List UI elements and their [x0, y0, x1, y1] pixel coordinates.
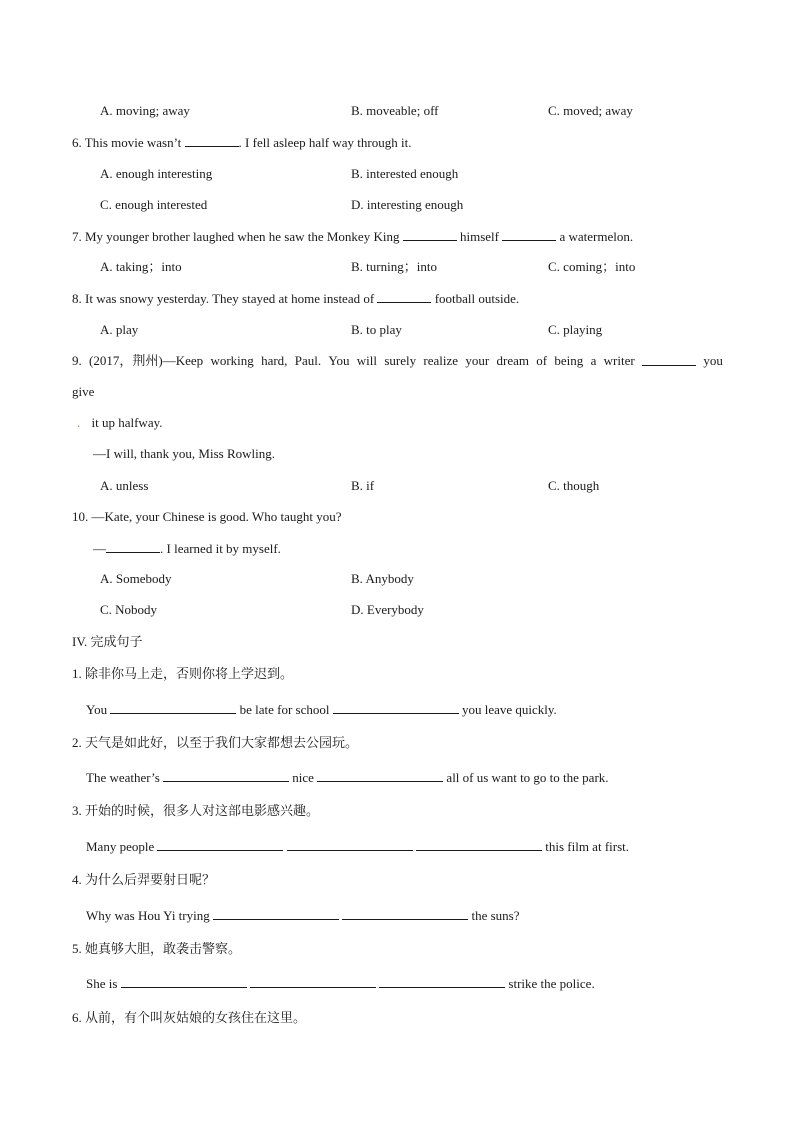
iv-item-4-sentence [86, 907, 520, 924]
q8-blank [377, 290, 431, 303]
q6-option-d: D. interesting enough [351, 197, 464, 212]
iv-blank [317, 769, 443, 782]
iv-item-6-prompt [72, 1010, 306, 1027]
iv-item-chinese: 她真够大胆，敢袭击警察。 [85, 942, 242, 957]
q7-text-3: a watermelon. [559, 229, 634, 244]
q9-word: will [356, 353, 378, 368]
q7-stem [72, 228, 633, 245]
q6-text-after: . I fell asleep half way through it. [238, 135, 412, 150]
iv-text: be late for school [239, 702, 330, 717]
q6-option-b: B. interested enough [351, 166, 459, 181]
iv-item-number: 2. [72, 735, 82, 750]
q9-word: hard, [261, 353, 288, 368]
q9-text: it up halfway. [91, 415, 163, 430]
q9-option-c: C. though [548, 478, 600, 493]
q10-option-b: B. Anybody [351, 571, 414, 586]
q10-option-a: A. Somebody [100, 571, 172, 586]
q10-reply-dash: — [93, 541, 106, 556]
q7-option-c: C. coming；into [548, 259, 636, 274]
q6-stem [72, 134, 411, 151]
q9-word: being [554, 353, 584, 368]
iv-text: Many people [86, 839, 155, 854]
q9-word: 9. [72, 353, 82, 368]
q8-text-before: 8. It was snowy yesterday. They stayed at home instead of [72, 291, 375, 306]
iv-item-number: 4. [72, 872, 82, 887]
iv-blank [110, 701, 236, 714]
q8-stem [72, 290, 519, 307]
iv-text: you leave quickly. [461, 702, 557, 717]
iv-text: You [86, 702, 108, 717]
iv-item-3-sentence [86, 838, 629, 855]
q9-word: You [328, 353, 350, 368]
q10-option-c: C. Nobody [100, 602, 158, 617]
iv-blank [379, 975, 505, 988]
iv-item-number: 5. [72, 941, 82, 956]
iv-blank [342, 907, 468, 920]
iv-item-chinese: 为什么后羿要射日呢？ [85, 873, 216, 888]
q6-option-c: C. enough interested [100, 197, 208, 212]
iv-text: She is [86, 976, 118, 991]
section-iv-heading: 完成句子 [90, 635, 143, 650]
q9-option-a: A. unless [100, 478, 149, 493]
iv-item-3-prompt [72, 803, 319, 820]
q9-stem-line1 [72, 353, 723, 369]
iv-item-chinese: 除非你马上走，否则你将上学迟到。 [85, 667, 294, 682]
iv-blank [416, 838, 542, 851]
iv-item-5-sentence [86, 975, 595, 992]
q7-blank-2 [502, 228, 556, 241]
iv-item-1-sentence [86, 701, 557, 718]
iv-item-2-sentence [86, 769, 609, 786]
q8-option-a: A. play [100, 322, 139, 337]
iv-item-chinese: 开始的时候，很多人对这部电影感兴趣。 [85, 804, 320, 819]
iv-blank [121, 975, 247, 988]
q9-word: Paul. [294, 353, 322, 368]
iv-item-5-prompt [72, 941, 241, 958]
iv-item-chinese: 从前，有个叫灰姑娘的女孩住在这里。 [85, 1011, 307, 1026]
section-iv-title [72, 634, 143, 651]
iv-text: this film at first. [545, 839, 630, 854]
iv-blank [287, 838, 413, 851]
q7-option-b: B. turning；into [351, 259, 437, 274]
q9-word: realize [423, 353, 459, 368]
iv-item-1-prompt [72, 666, 293, 683]
q10-reply [93, 540, 281, 557]
q9-word: (2017，荆州)—Keep [89, 353, 204, 368]
q9-word: of [536, 353, 548, 368]
q9-blank [642, 353, 696, 366]
iv-text: Why was Hou Yi trying [86, 908, 210, 923]
iv-item-4-prompt [72, 872, 215, 889]
iv-item-chinese: 天气是如此好，以至于我们大家都想去公园玩。 [85, 736, 359, 751]
q7-blank-1 [403, 228, 457, 241]
q7-text-2: himself [459, 229, 499, 244]
iv-text: all of us want to go to the park. [446, 770, 609, 785]
iv-item-number: 3. [72, 803, 82, 818]
iv-item-2-prompt [72, 735, 358, 752]
iv-blank [163, 769, 289, 782]
iv-text: nice [292, 770, 314, 785]
q8-text-after: football outside. [434, 291, 520, 306]
q10-option-d: D. Everybody [351, 602, 424, 617]
q9-word: you [703, 353, 723, 368]
q6-blank [185, 134, 239, 147]
iv-blank [333, 701, 459, 714]
iv-item-number: 6. [72, 1010, 82, 1025]
q9-bullet-dot: . [77, 415, 81, 430]
q9-word: a [590, 353, 597, 368]
q7-text-1: 7. My younger brother laughed when he saw the Monkey King [72, 229, 400, 244]
q10-stem: 10. —Kate, your Chinese is good. Who taught you? [72, 509, 342, 524]
q9-stem-line3 [77, 415, 163, 431]
q9-reply: —I will, thank you, Miss Rowling. [93, 446, 276, 461]
iv-item-number: 1. [72, 666, 82, 681]
q9-word: surely [384, 353, 417, 368]
q7-option-a: A. taking；into [100, 259, 182, 274]
iv-text: The weather’s [86, 770, 160, 785]
q5-option-b: B. moveable; off [351, 103, 439, 118]
q5-option-c: C. moved; away [548, 103, 633, 118]
q10-blank [106, 540, 160, 553]
q8-option-b: B. to play [351, 322, 402, 337]
q10-reply-text: . I learned it by myself. [160, 541, 281, 556]
q5-option-a: A. moving; away [100, 103, 190, 118]
iv-blank [250, 975, 376, 988]
q9-word: dream [496, 353, 529, 368]
section-iv-number: IV. [72, 634, 88, 649]
q6-text-before: 6. This movie wasn’t [72, 135, 182, 150]
iv-blank [213, 907, 339, 920]
q9-stem-line2: give [72, 384, 95, 399]
q9-word: your [465, 353, 490, 368]
iv-text: the suns? [471, 908, 520, 923]
iv-blank [157, 838, 283, 851]
iv-text: strike the police. [508, 976, 595, 991]
q8-option-c: C. playing [548, 322, 603, 337]
q9-word: writer [603, 353, 635, 368]
q9-word: working [210, 353, 254, 368]
q6-option-a: A. enough interesting [100, 166, 213, 181]
q9-option-b: B. if [351, 478, 375, 493]
